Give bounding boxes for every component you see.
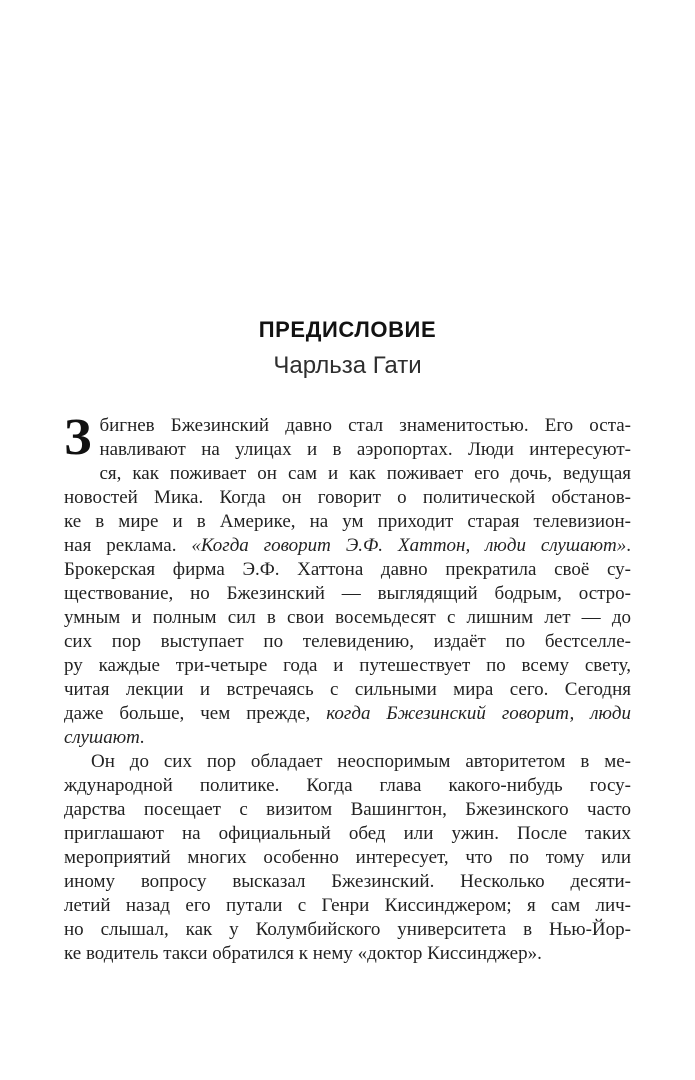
body-text [64, 409, 631, 966]
paragraph [64, 750, 631, 966]
text-line: читая лекции и встречаясь с сильными мира сего. Сегодня [64, 679, 631, 700]
text-line: иному вопросу высказал Бжезинский. Несколько десяти- [64, 871, 631, 892]
paragraph [64, 409, 631, 750]
text-line: дарства посещает с визитом Вашингтон, Бжезинского часто [64, 799, 631, 820]
drop-cap: З [64, 409, 92, 466]
text-line: Он до сих пор обладает неоспоримым авторитетом в ме- [91, 751, 631, 772]
text-line: ру каждые три-четыре года и путешествует по всему свету, [64, 655, 631, 676]
text-line: новостей Мика. Когда он говорит о политической обстанов- [64, 487, 631, 508]
text-line: но слышал, как у Колумбийского университета в Нью-Йор- [64, 919, 631, 940]
text-line: бигнев Бжезинский давно стал знаменитостью. Его оста- [99, 415, 631, 436]
text-line: слушают. [64, 727, 145, 748]
text-line: ная реклама. «Когда говорит Э.Ф. Хаттон, люди слушают». [64, 535, 631, 556]
chapter-author: Чарльза Гати [273, 352, 422, 379]
text-line: ся, как поживает он сам и как поживает его дочь, ведущая [99, 463, 631, 484]
text-line: Брокерская фирма Э.Ф. Хаттона давно прекратила своё су- [64, 559, 631, 580]
text-line: приглашают на официальный обед или ужин. После таких [64, 823, 631, 844]
text-line: даже больше, чем прежде, когда Бжезинский говорит, люди [64, 703, 631, 724]
text-line: ществование, но Бжезинский — выглядящий бодрым, остро- [64, 583, 631, 604]
text-line: мероприятий многих особенно интересует, что по тому или [64, 847, 631, 868]
text-line: летий назад его путали с Генри Киссинджером; я сам лич- [64, 895, 631, 916]
text-line: ке в мире и в Америке, на ум приходит старая телевизион- [64, 511, 631, 532]
text-line: умным и полным сил в свои восемьдесят с лишним лет — до [64, 607, 631, 628]
text-line: сих пор выступает по телевидению, издаёт по бестселле- [64, 631, 631, 652]
chapter-title: ПРЕДИСЛОВИЕ [258, 317, 437, 342]
text-line: навливают на улицах и в аэропортах. Люди интересуют- [99, 439, 631, 460]
text-line: ждународной политике. Когда глава какого-нибудь госу- [64, 775, 631, 796]
text-line: ке водитель такси обратился к нему «доктор Киссинджер». [64, 943, 542, 964]
